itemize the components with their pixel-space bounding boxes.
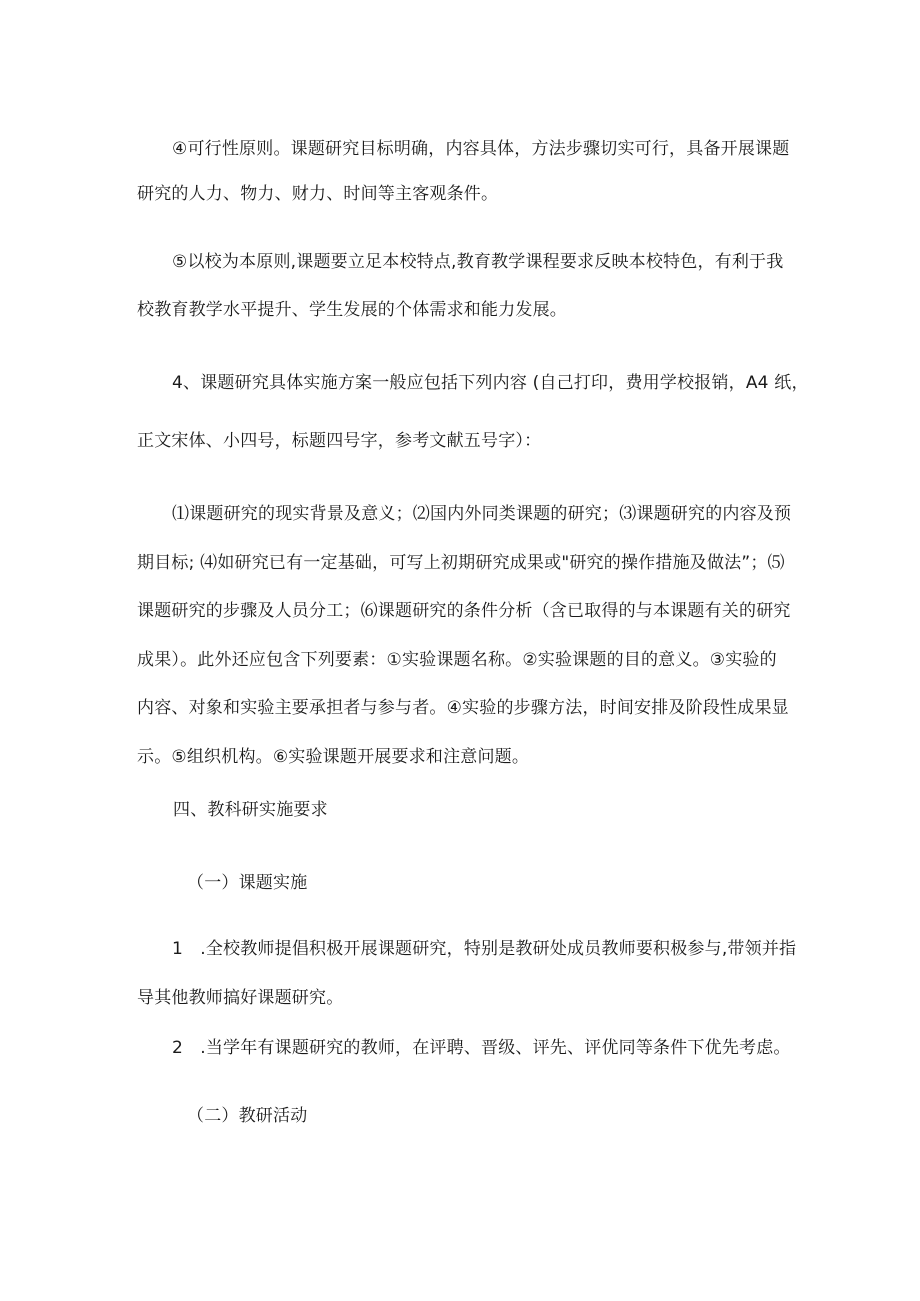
paragraph-line: 研究的人力、物力、财力、时间等主客观条件。 [137, 184, 499, 204]
section-heading: 四、教科研实施要求 [173, 800, 328, 820]
paragraph-line: 期目标; ⑷如研究已有一定基础，可写上初期研究成果或"研究的操作措施及做法”；⑸ [137, 552, 785, 573]
paragraph-line: 2 .当学年有课题研究的教师，在评聘、晋级、评先、评优同等条件下优先考虑。 [172, 1038, 791, 1058]
list-item-1 [137, 925, 797, 1023]
paragraph-line: 1 .全校教师提倡积极开展课题研究，特别是教研处成员教师要积极参与,带领并指 [172, 939, 797, 959]
paragraph-plan-contents [137, 490, 792, 781]
paragraph-line: 课题研究的步骤及人员分工；⑹课题研究的条件分析（含已取得的与本课题有关的研究 [137, 601, 791, 621]
paragraph-line: ④可行性原则。课题研究目标明确，内容具体，方法步骤切实可行，具备开展课题 [172, 139, 790, 159]
paragraph-line: 正文宋体、小四号，标题四号字，参考文献五号字）： [137, 431, 542, 451]
paragraph-line: 校教育教学水平提升、学生发展的个体需求和能力发展。 [137, 300, 567, 320]
paragraph-line: ⑴课题研究的现实背景及意义；⑵国内外同类课题的研究；⑶课题研究的内容及预 [172, 504, 792, 524]
paragraph-line: 4、课题研究具体实施方案一般应包括下列内容 (自己打印，费用学校报销，A4 纸， [172, 373, 809, 393]
paragraph-line: ⑤以校为本原则,课题要立足本校特点,教育教学课程要求反映本校特色，有利于我 [172, 252, 784, 272]
subsection-heading: （一）课题实施 [187, 873, 308, 893]
paragraph-line: 示。⑤组织机构。⑥实验课题开展要求和注意问题。 [137, 746, 530, 767]
paragraph-implementation-plan [137, 354, 809, 470]
paragraph-school-based-principle [137, 238, 785, 334]
paragraph-line: 成果）。此外还应包含下列要素：①实验课题名称。②实验课题的目的意义。③实验的 [137, 649, 777, 670]
subsection-heading: （二）教研活动 [187, 1106, 308, 1126]
paragraph-feasibility-principle [137, 127, 790, 217]
paragraph-line: 导其他教师搞好课题研究。 [137, 988, 344, 1008]
list-item-2 [137, 1036, 791, 1060]
paragraph-line: 内容、对象和实验主要承担者与参与者。④实验的步骤方法，时间安排及阶段性成果显 [137, 698, 789, 718]
